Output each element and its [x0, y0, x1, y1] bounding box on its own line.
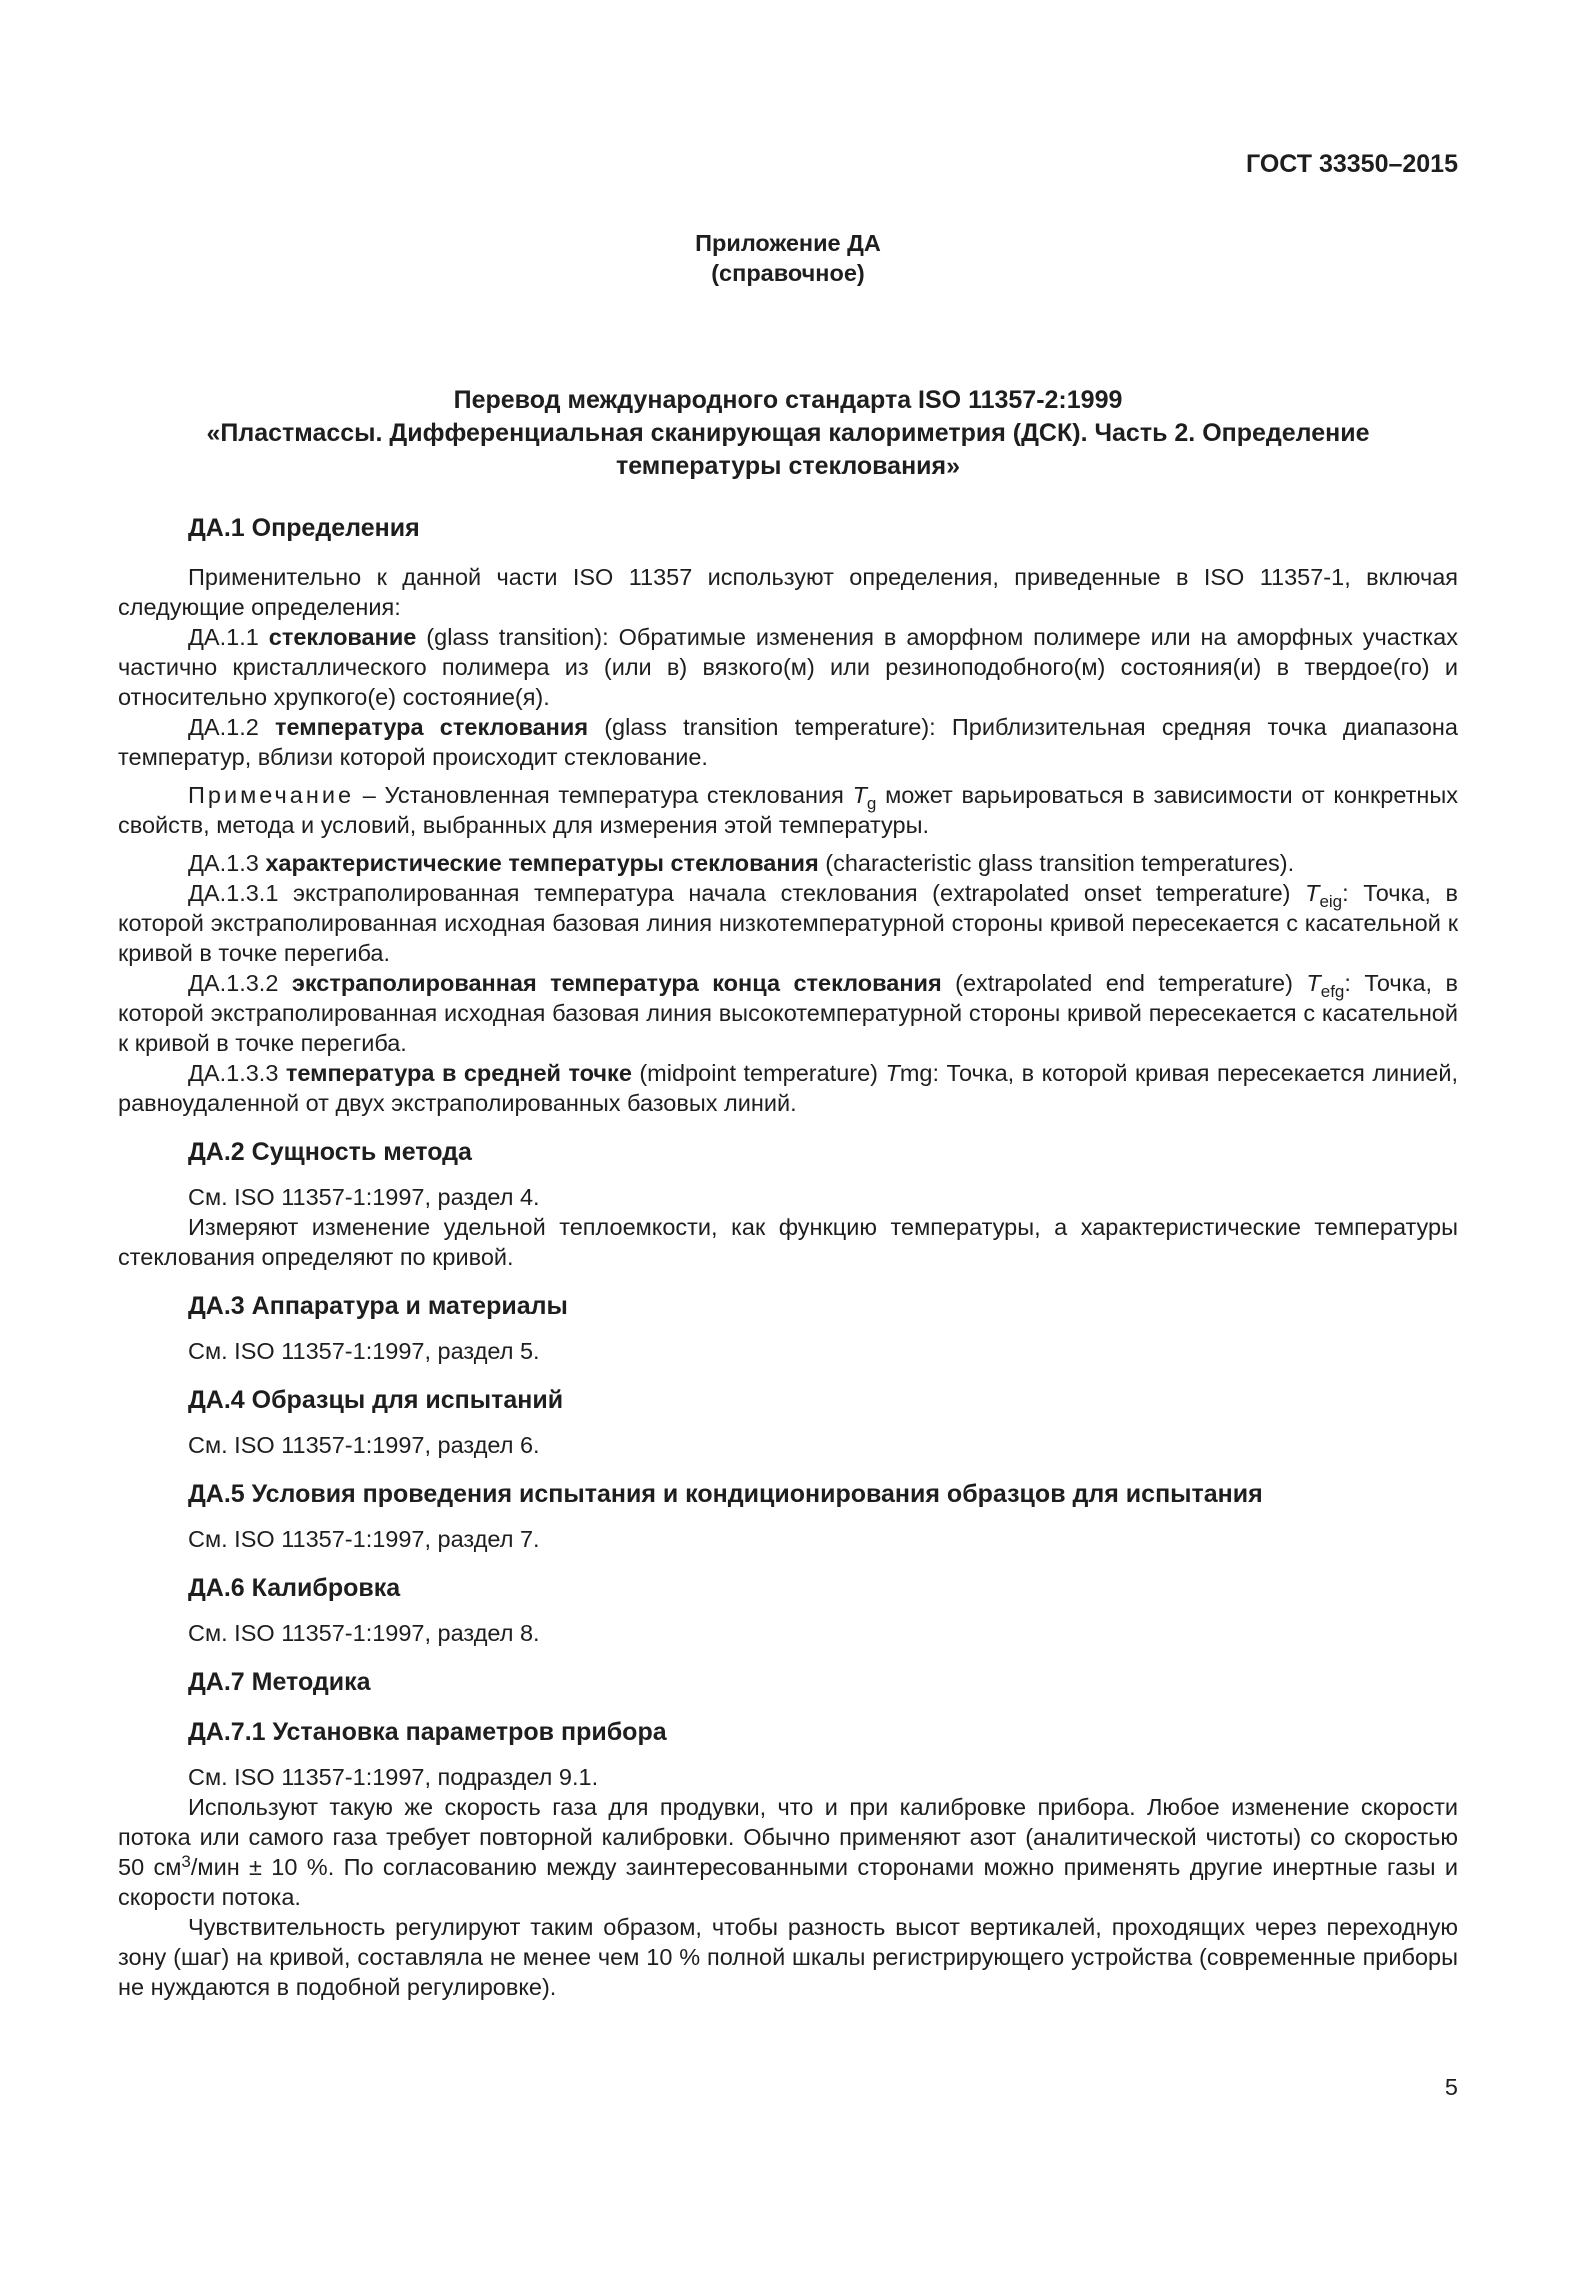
method-text: Измеряют изменение удельной теплоемкости, как функцию температуры, а характеристические температуры стеклования определяют по кривой. — [118, 1214, 1458, 1270]
document-body — [118, 512, 1458, 2002]
definition-glass-transition-temperature: ДА.1.2 температура стеклования (glass transition temperature): Приблизительная средняя точка диапазона температур, вблизи которой происходит стеклование. — [118, 714, 1458, 770]
document-id: ГОСТ 33350–2015 — [1246, 150, 1458, 178]
definitions-intro: Применительно к данной части ISO 11357 используют определения, приведенные в ISO 11357-1, включая следующие определения: — [118, 564, 1458, 620]
note: Примечание – Установленная температура стеклования $T_g$ может варьироваться в зависимости от конкретных свойств, метода и условий, выбранных для измерения этой температуры. — [118, 782, 1458, 838]
title-line-3: температуры стеклования» — [615, 452, 961, 480]
annex-header — [118, 228, 1458, 288]
definition-glass-transition: ДА.1.1 стеклование (glass transition): Обратимые изменения в аморфном полимере или на аморфных участках частично кристаллического полимера из (или в) вязкого(м) или резиноподобного(м) состояния(и) в твердое(го) и относительно хрупкого(е) состояние(я). — [118, 624, 1458, 710]
annex-kind: (справочное) — [711, 260, 865, 286]
title-line-1: Перевод международного стандарта ISO 11357-2:1999 — [453, 386, 1123, 414]
section-heading-apparatus: ДА.3 Аппаратура и материалы — [188, 1292, 568, 1320]
setup-sensitivity: Чувствительность регулируют таким образом, чтобы разность высот вертикалей, проходящих через переходную зону (шаг) на кривой, составляла не менее чем 10 % полной шкалы регистрирующего устройства (современные приборы не нуждаются в подобной регулировке). — [118, 1914, 1458, 2000]
definition-midpoint-temperature: ДА.1.3.3 температура в средней точке (midpoint temperature) Tmg: Точка, в которой кривая пересекается линией, равноудаленной от двух экстраполированных базовых линий. — [118, 1060, 1458, 1116]
conditions-reference: См. ISO 11357-1:1997, раздел 7. — [188, 1526, 540, 1552]
annex-title — [118, 384, 1458, 483]
annex-name: Приложение ДА — [695, 230, 881, 256]
subsection-heading-instrument-setup: ДА.7.1 Установка параметров прибора — [188, 1718, 667, 1746]
section-heading-conditions: ДА.5 Условия проведения испытания и кондиционирования образцов для испытания — [188, 1480, 1263, 1508]
definition-characteristic-temperatures: ДА.1.3 характеристические температуры стеклования (characteristic glass transition temperatures). — [188, 850, 1295, 876]
section-heading-calibration: ДА.6 Калибровка — [188, 1574, 401, 1602]
definition-end-temperature: ДА.1.3.2 экстраполированная температура конца стеклования (extrapolated end temperature) $T_{efg}$: Точка, в которой экстраполированная исходная базовая линия высокотемпературной стороны кривой пересекается с касательной к кривой в точке перегиба. — [118, 970, 1458, 1056]
definition-onset-temperature: ДА.1.3.1 экстраполированная температура начала стеклования (extrapolated onset temperature) $T_{eig}$: Точка, в которой экстраполированная исходная базовая линия низкотемпературной стороны кривой пересекается с касательной к кривой в точке перегиба. — [118, 880, 1458, 966]
apparatus-reference: См. ISO 11357-1:1997, раздел 5. — [188, 1338, 540, 1364]
setup-gas-flow: Используют такую же скорость газа для продувки, что и при калибровке прибора. Любое изменение скорости потока или самого газа требует повторной калибровки. Обычно применяют азот (аналитической чистоты) со скоростью 50 $см^3$/мин ± 10 %. По согласованию между заинтересованными сторонами можно применять другие инертные газы и скорости потока. — [118, 1794, 1458, 1910]
method-reference: См. ISO 11357-1:1997, раздел 4. — [188, 1184, 540, 1210]
calibration-reference: См. ISO 11357-1:1997, раздел 8. — [188, 1620, 540, 1646]
title-line-2: «Пластмассы. Дифференциальная сканирующая калориметрия (ДСК). Часть 2. Определение — [206, 419, 1370, 447]
section-heading-procedure: ДА.7 Методика — [188, 1668, 371, 1696]
section-heading-method: ДА.2 Сущность метода — [188, 1138, 472, 1166]
page-number: 5 — [1444, 2074, 1458, 2100]
section-heading-definitions: ДА.1 Определения — [188, 514, 420, 542]
setup-reference: См. ISO 11357-1:1997, подраздел 9.1. — [188, 1764, 599, 1790]
section-heading-specimens: ДА.4 Образцы для испытаний — [188, 1386, 564, 1414]
specimens-reference: См. ISO 11357-1:1997, раздел 6. — [188, 1432, 540, 1458]
